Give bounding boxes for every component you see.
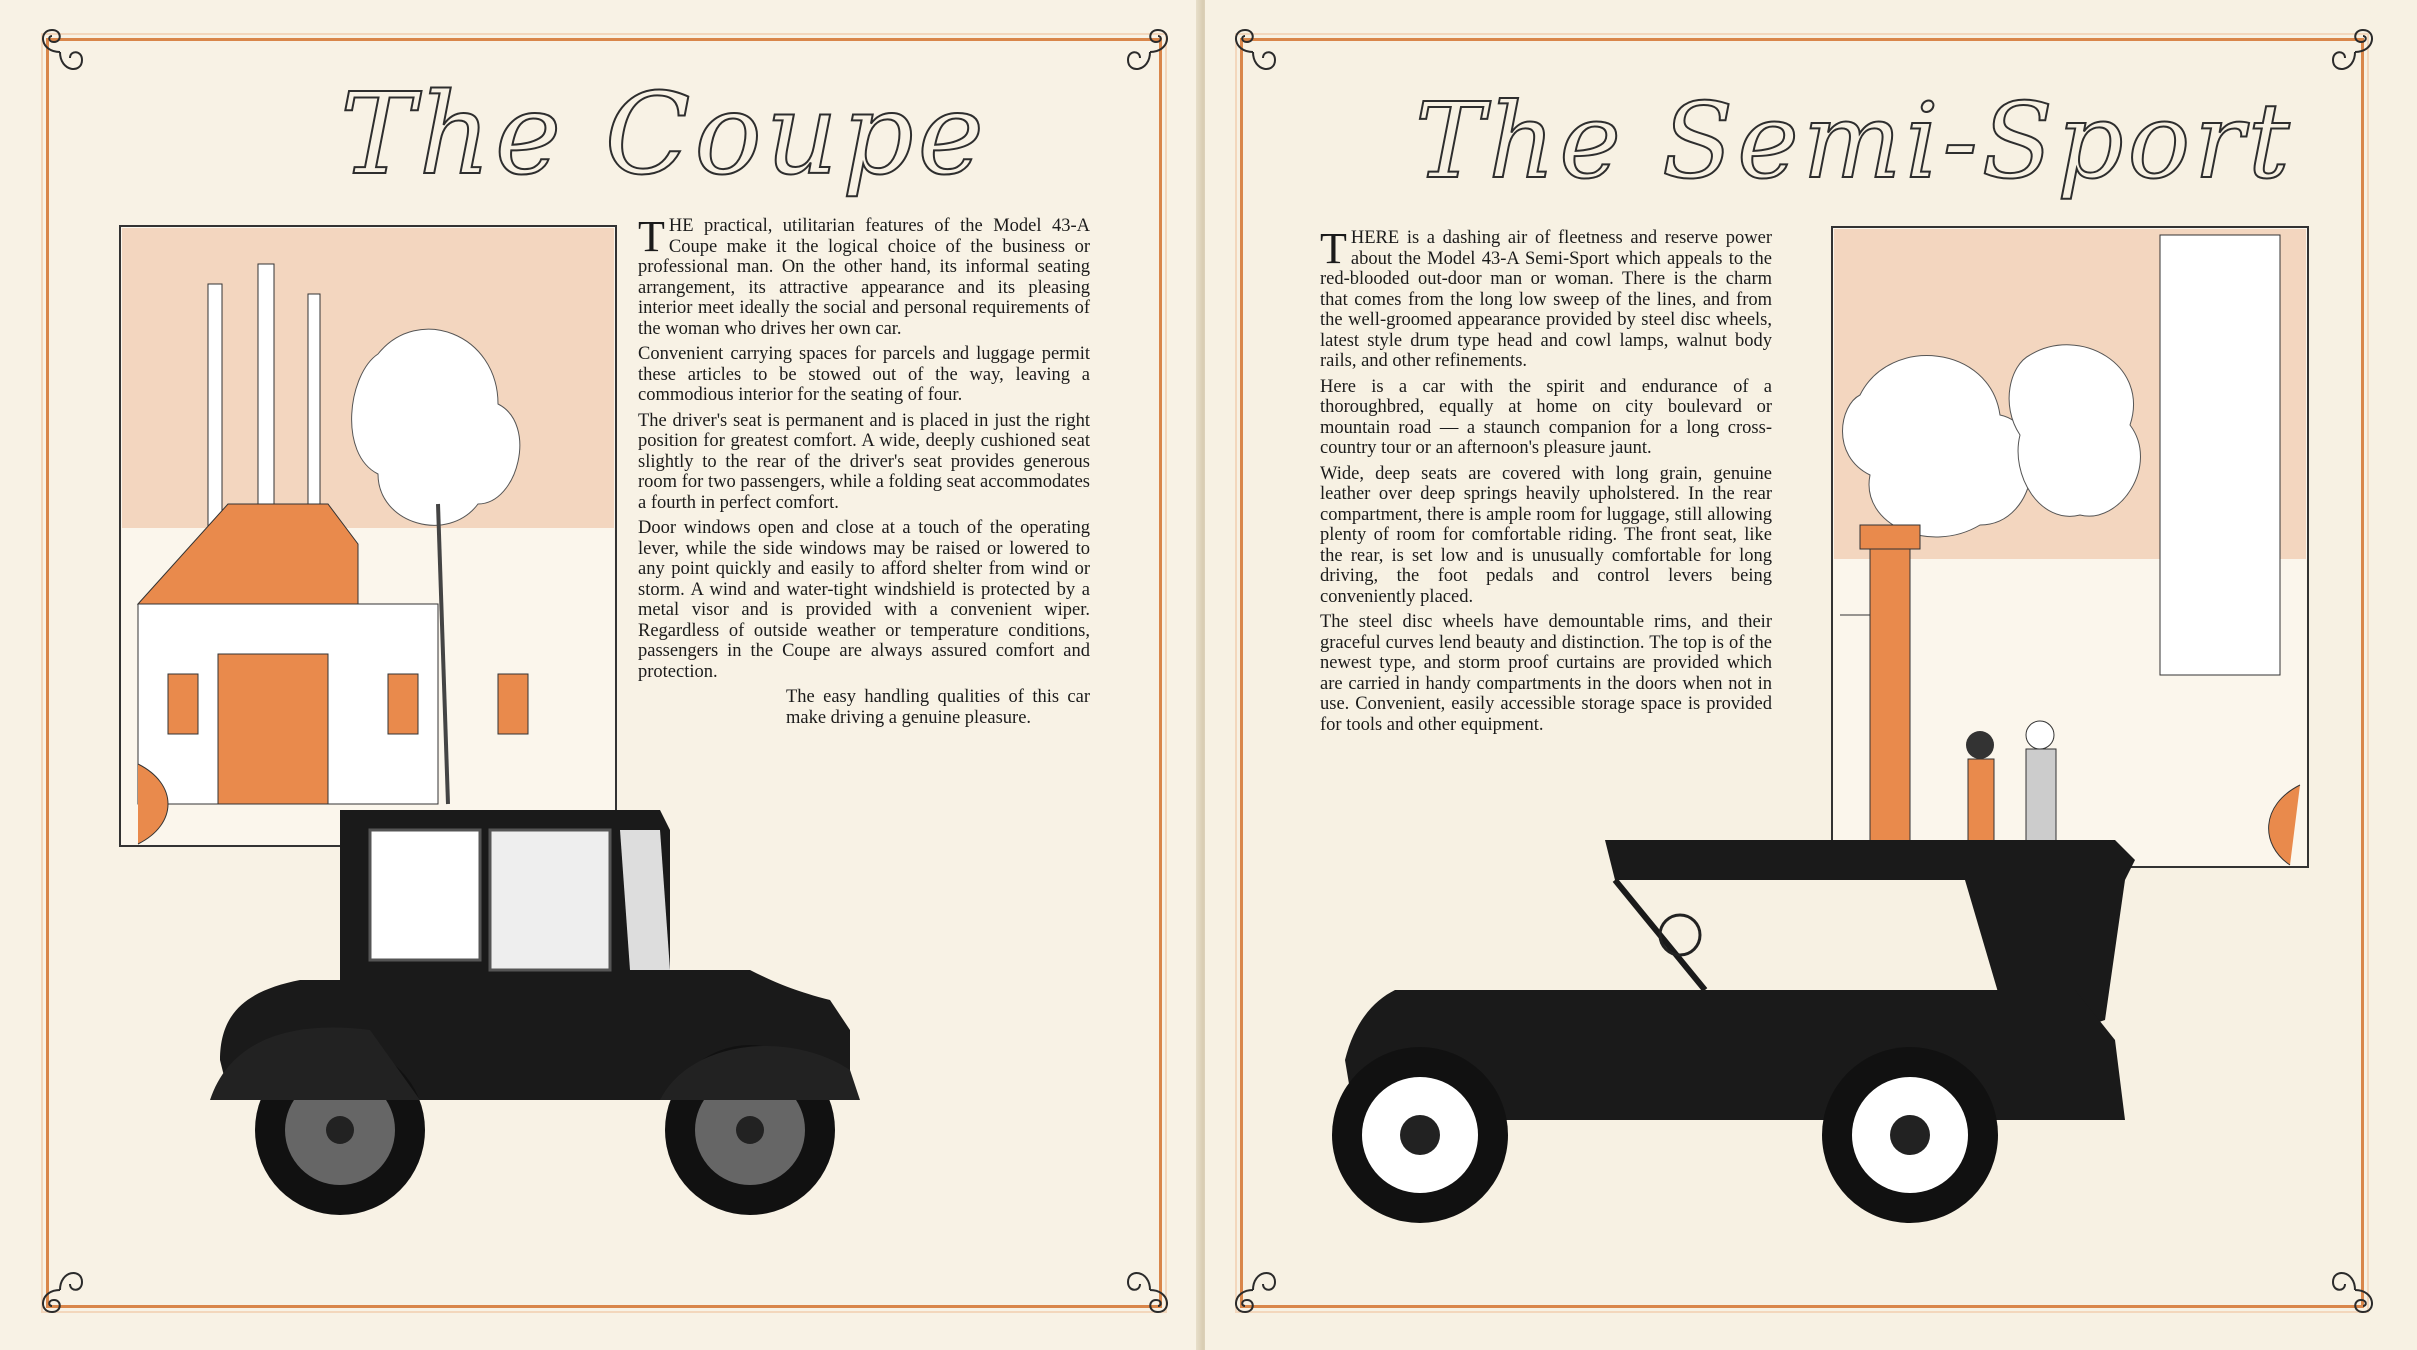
corner-flourish-icon — [2325, 22, 2385, 82]
corner-flourish-icon — [30, 22, 90, 82]
corner-flourish-icon — [1120, 22, 1180, 82]
corner-flourish-icon — [1223, 1260, 1283, 1320]
semi-sport-car-illustration — [1315, 820, 2245, 1230]
paragraph: The steel disc wheels have demountable rims, and their graceful curves lend beauty and distinction. The top is of the newest type, and storm proof curtains are provided which are carried in handy compartments in the doors when not in use. Convenient, easily accessible storage space is provided for tools and other equipment. — [1320, 612, 1772, 735]
corner-flourish-icon — [2325, 1260, 2385, 1320]
dropcap: T — [1320, 224, 1347, 273]
coupe-description — [638, 212, 1090, 733]
corner-flourish-icon — [30, 1260, 90, 1320]
page-title: The Coupe — [340, 70, 988, 200]
city-gate-illustration — [1830, 225, 2310, 905]
paragraph: Convenient carrying spaces for parcels and luggage permit these articles to be stowed out of the way, leaving a commodious interior for the seating of four. — [638, 344, 1090, 405]
dropcap: T — [638, 212, 665, 261]
corner-flourish-icon — [1223, 22, 1283, 82]
coupe-car-illustration — [190, 800, 1070, 1220]
semi-sport-description — [1320, 224, 1772, 740]
page-title: The Semi-Sport — [1415, 80, 2294, 202]
page-coupe — [0, 0, 1205, 1350]
paragraph: THERE is a dashing air of fleetness and reserve power about the Model 43-A Semi-Sport which appeals to the red-blooded out-door man or woman. There is the charm that comes from the long low sweep of the lines, and from the well-groomed appearance provided by steel disc wheels, latest style drum type head and cowl lamps, walnut body rails, and other refinements. — [1320, 224, 1772, 371]
paragraph: Here is a car with the spirit and endurance of a thoroughbred, equally at home on city boulevard or mountain road — a staunch companion for a long cross-country tour or an afternoon's pleasure jaunt. — [1320, 376, 1772, 458]
paragraph: The easy handling qualities of this car make driving a genuine pleasure. — [786, 687, 1090, 728]
corner-flourish-icon — [1120, 1260, 1180, 1320]
paragraph: Wide, deep seats are covered with long grain, genuine leather over deep springs heavily upholstered. In the rear compartment, there is ample room for luggage, still allowing plenty of room for comfortable riding. The front seat, like the rear, is set low and is unusually comfortable for long driving, the foot pedals and control levers being conveniently placed. — [1320, 463, 1772, 607]
page-semi-sport — [1205, 0, 2417, 1350]
paragraph: The driver's seat is permanent and is placed in just the right position for greatest comfort. A wide, deeply cushioned seat slightly to the rear of the driver's seat provides generous room for two passengers, while a folding seat accommodates a fourth in perfect comfort. — [638, 410, 1090, 513]
paragraph: THE practical, utilitarian features of the Model 43-A Coupe make it the logical choice of the business or professional man. On the other hand, its informal seating arrangement, its attractive appearance and its pleasing interior meet ideally the social and personal requirements of the woman who drives her own car. — [638, 212, 1090, 339]
paragraph: Door windows open and close at a touch of the operating lever, while the side windows may be raised or lowered to any point quickly and easily to afford shelter from wind or storm. A wind and water-tight windshield is protected by a metal visor and is provided with a convenient wiper. Regardless of outside weather or temperature conditions, passengers in the Coupe are always assured comfort and protection. — [638, 518, 1090, 682]
